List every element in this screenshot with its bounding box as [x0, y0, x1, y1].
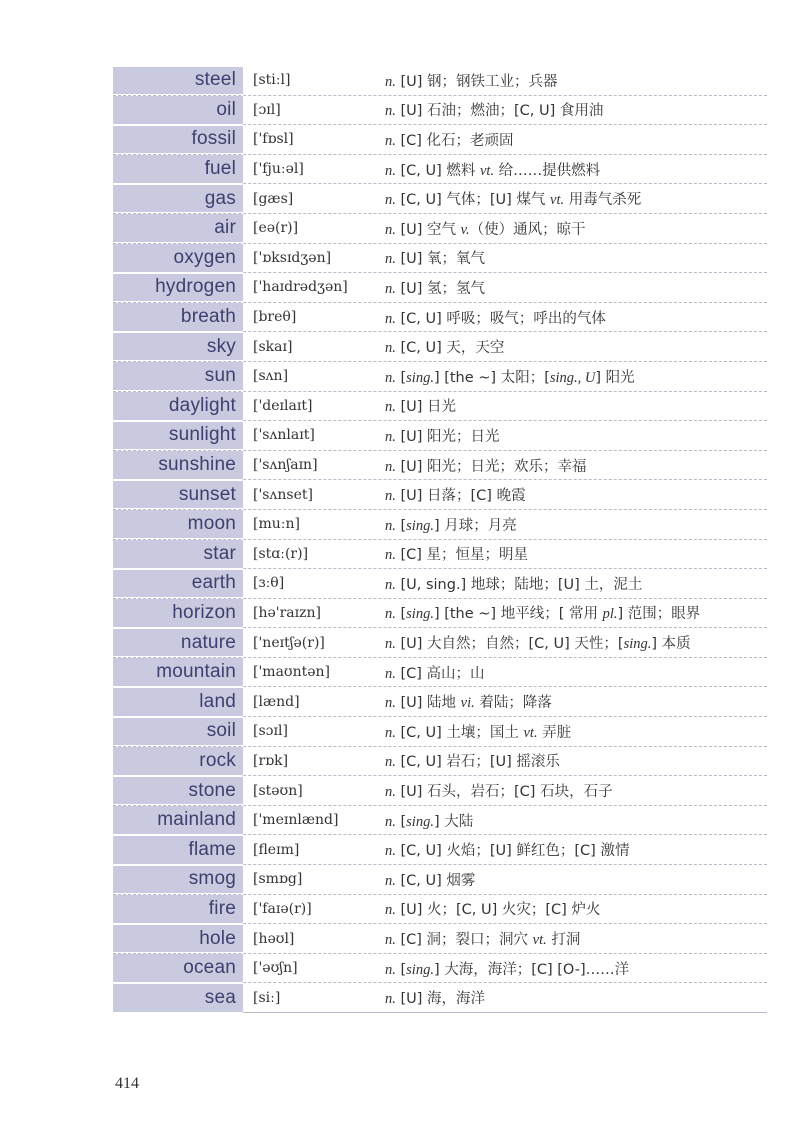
- vocab-phonetic: [sʌn]: [253, 368, 289, 385]
- vocab-row: [113, 332, 767, 362]
- vocab-definition: n. [sing.] 月球；月亮: [385, 517, 517, 534]
- vocab-phonetic: [smɒg]: [253, 871, 303, 888]
- vocab-definition: n. [C, U] 岩石；[U] 摇滚乐: [385, 754, 560, 771]
- vocab-definition: n. [U] 阳光；日光；欢乐；幸福: [385, 458, 587, 475]
- vocab-phonetic: [skaɪ]: [253, 338, 293, 355]
- vocab-word: horizon: [113, 599, 243, 628]
- vocab-definition: n. [sing.] 大陆: [385, 813, 474, 830]
- vocab-word: flame: [113, 836, 243, 865]
- vocab-definition: n. [U] 石油；燃油；[C, U] 食用油: [385, 103, 604, 120]
- vocab-row: [113, 628, 767, 658]
- vocab-phonetic: ['neɪtʃə(r)]: [253, 634, 325, 651]
- vocab-row: [113, 895, 767, 925]
- vocab-row: [113, 569, 767, 599]
- vocab-row: [113, 451, 767, 481]
- vocab-row: [113, 687, 767, 717]
- vocab-phonetic: [fleɪm]: [253, 841, 300, 858]
- page-number: 414: [115, 1075, 139, 1092]
- vocab-row: [113, 835, 767, 865]
- vocab-word: hydrogen: [113, 274, 243, 303]
- vocab-word: oil: [113, 96, 243, 125]
- vocab-word: steel: [113, 67, 243, 96]
- vocab-definition: n. [U] 日落；[C] 晚霞: [385, 488, 526, 505]
- vocab-word: sunlight: [113, 422, 243, 451]
- vocab-word: breath: [113, 303, 243, 332]
- vocab-phonetic: ['sʌnset]: [253, 486, 313, 503]
- vocab-definition: n. [U, sing.] 地球；陆地；[U] 土，泥土: [385, 576, 643, 593]
- vocab-definition: n. [sing.] 大海，海洋；[C] [O-]……洋: [385, 961, 630, 978]
- vocab-word: land: [113, 688, 243, 717]
- vocab-word: sea: [113, 984, 243, 1013]
- vocab-word: oxygen: [113, 244, 243, 273]
- vocab-definition: n. [U] 日光: [385, 399, 457, 416]
- vocab-definition: n. [C] 高山；山: [385, 665, 485, 682]
- vocab-word: sky: [113, 333, 243, 362]
- vocab-definition: n. [C, U] 呼吸；吸气；呼出的气体: [385, 310, 606, 327]
- vocab-phonetic: ['haɪdrədʒən]: [253, 279, 348, 296]
- vocab-definition: n. [C] 化石；老顽固: [385, 132, 514, 149]
- vocab-row: [113, 244, 767, 274]
- vocab-word: rock: [113, 747, 243, 776]
- vocab-definition: n. [U] 火；[C, U] 火灾；[C] 炉火: [385, 902, 601, 919]
- vocab-phonetic: [siː]: [253, 989, 281, 1006]
- vocab-row: [113, 303, 767, 333]
- vocab-row: [113, 421, 767, 451]
- vocab-row: [113, 806, 767, 836]
- vocab-phonetic: [ɜːθ]: [253, 575, 285, 592]
- vocab-word: ocean: [113, 954, 243, 983]
- vocab-phonetic: ['sʌnlaɪt]: [253, 427, 315, 444]
- vocabulary-table: [113, 66, 767, 1013]
- vocab-definition: n. [C, U] 燃料 vt. 给……提供燃料: [385, 162, 601, 179]
- vocab-word: fuel: [113, 155, 243, 184]
- vocab-phonetic: [həʊl]: [253, 930, 295, 947]
- vocab-word: sunset: [113, 481, 243, 510]
- vocab-word: sun: [113, 362, 243, 391]
- vocab-row: [113, 362, 767, 392]
- vocab-row: [113, 924, 767, 954]
- vocab-row: [113, 96, 767, 126]
- vocab-row: [113, 510, 767, 540]
- vocab-phonetic: ['maʊntən]: [253, 664, 331, 681]
- vocab-definition: n. [C, U] 火焰；[U] 鲜红色；[C] 激情: [385, 843, 630, 860]
- vocab-row: [113, 273, 767, 303]
- vocab-word: sunshine: [113, 451, 243, 480]
- vocab-word: hole: [113, 925, 243, 954]
- vocab-word: fossil: [113, 126, 243, 155]
- vocab-phonetic: ['deɪlaɪt]: [253, 397, 313, 414]
- vocab-phonetic: ['faɪə(r)]: [253, 900, 312, 917]
- vocab-definition: n. [C] 洞；裂口；洞穴 vt. 打洞: [385, 932, 581, 949]
- vocab-phonetic: ['fɒsl]: [253, 131, 294, 148]
- vocab-phonetic: [eə(r)]: [253, 220, 299, 237]
- vocab-row: [113, 540, 767, 570]
- vocab-phonetic: [breθ]: [253, 309, 297, 326]
- vocab-word: earth: [113, 570, 243, 599]
- vocab-definition: n. [U] 氢；氢气: [385, 280, 486, 297]
- vocab-row: [113, 155, 767, 185]
- vocab-word: soil: [113, 718, 243, 747]
- vocab-definition: n. [C] 星；恒星；明星: [385, 547, 529, 564]
- vocab-row: [113, 954, 767, 984]
- vocab-row: [113, 599, 767, 629]
- vocab-word: smog: [113, 866, 243, 895]
- vocab-phonetic: ['fjuːəl]: [253, 161, 304, 178]
- vocab-definition: n. [U] 石头，岩石；[C] 石块，石子: [385, 784, 613, 801]
- vocab-definition: n. [C, U] 烟雾: [385, 872, 476, 889]
- vocab-word: star: [113, 540, 243, 569]
- vocab-row: [113, 747, 767, 777]
- vocab-phonetic: [muːn]: [253, 516, 300, 533]
- vocab-phonetic: [stiːl]: [253, 72, 291, 89]
- vocab-phonetic: [rɒk]: [253, 752, 289, 769]
- vocab-word: air: [113, 214, 243, 243]
- vocab-definition: n. [sing.] [the ~] 太阳；[sing., U] 阳光: [385, 369, 635, 386]
- vocab-definition: n. [C, U] 气体；[U] 煤气 vt. 用毒气杀死: [385, 192, 642, 209]
- vocab-definition: n. [U] 阳光；日光: [385, 428, 500, 445]
- vocab-definition: n. [U] 大自然；自然；[C, U] 天性；[sing.] 本质: [385, 636, 691, 653]
- vocab-word: moon: [113, 510, 243, 539]
- vocab-phonetic: [lænd]: [253, 693, 300, 710]
- vocab-phonetic: ['ɒksɪdʒən]: [253, 249, 332, 266]
- vocab-word: nature: [113, 629, 243, 658]
- vocab-word: mainland: [113, 806, 243, 835]
- vocab-definition: n. [U] 陆地 vi. 着陆；降落: [385, 695, 552, 712]
- vocab-definition: n. [U] 氧；氧气: [385, 251, 486, 268]
- vocab-row: [113, 480, 767, 510]
- vocab-row: [113, 865, 767, 895]
- vocab-row: [113, 658, 767, 688]
- vocab-definition: n. [U] 钢；钢铁工业；兵器: [385, 73, 558, 90]
- vocab-word: mountain: [113, 658, 243, 687]
- vocab-row: [113, 717, 767, 747]
- vocab-phonetic: ['meɪnlænd]: [253, 812, 339, 829]
- vocab-word: fire: [113, 895, 243, 924]
- vocab-row: [113, 184, 767, 214]
- vocab-row: [113, 125, 767, 155]
- vocab-word: gas: [113, 185, 243, 214]
- vocab-definition: n. [C, U] 天，天空: [385, 340, 505, 357]
- vocab-row: [113, 214, 767, 244]
- vocab-phonetic: ['sʌnʃaɪn]: [253, 457, 318, 474]
- vocab-row: [113, 776, 767, 806]
- vocab-phonetic: [hə'raɪzn]: [253, 604, 321, 621]
- vocab-row: [113, 66, 767, 96]
- vocab-definition: n. [U] 空气 v.（使）通风；晾干: [385, 221, 586, 238]
- vocab-word: stone: [113, 777, 243, 806]
- vocab-row: [113, 392, 767, 422]
- vocab-word: daylight: [113, 392, 243, 421]
- vocab-phonetic: [stɑː(r)]: [253, 545, 309, 562]
- vocab-phonetic: [ɔɪl]: [253, 101, 281, 118]
- vocab-phonetic: ['əʊʃn]: [253, 960, 298, 977]
- vocab-definition: n. [sing.] [the ~] 地平线；[ 常用 pl.] 范围；眼界: [385, 606, 701, 623]
- vocab-phonetic: [sɔɪl]: [253, 723, 288, 740]
- vocab-definition: n. [U] 海，海洋: [385, 991, 486, 1008]
- vocab-phonetic: [gæs]: [253, 190, 294, 207]
- vocab-row: [113, 983, 767, 1013]
- vocab-definition: n. [C, U] 土壤；国土 vt. 弄脏: [385, 724, 572, 741]
- vocab-phonetic: [stəʊn]: [253, 782, 303, 799]
